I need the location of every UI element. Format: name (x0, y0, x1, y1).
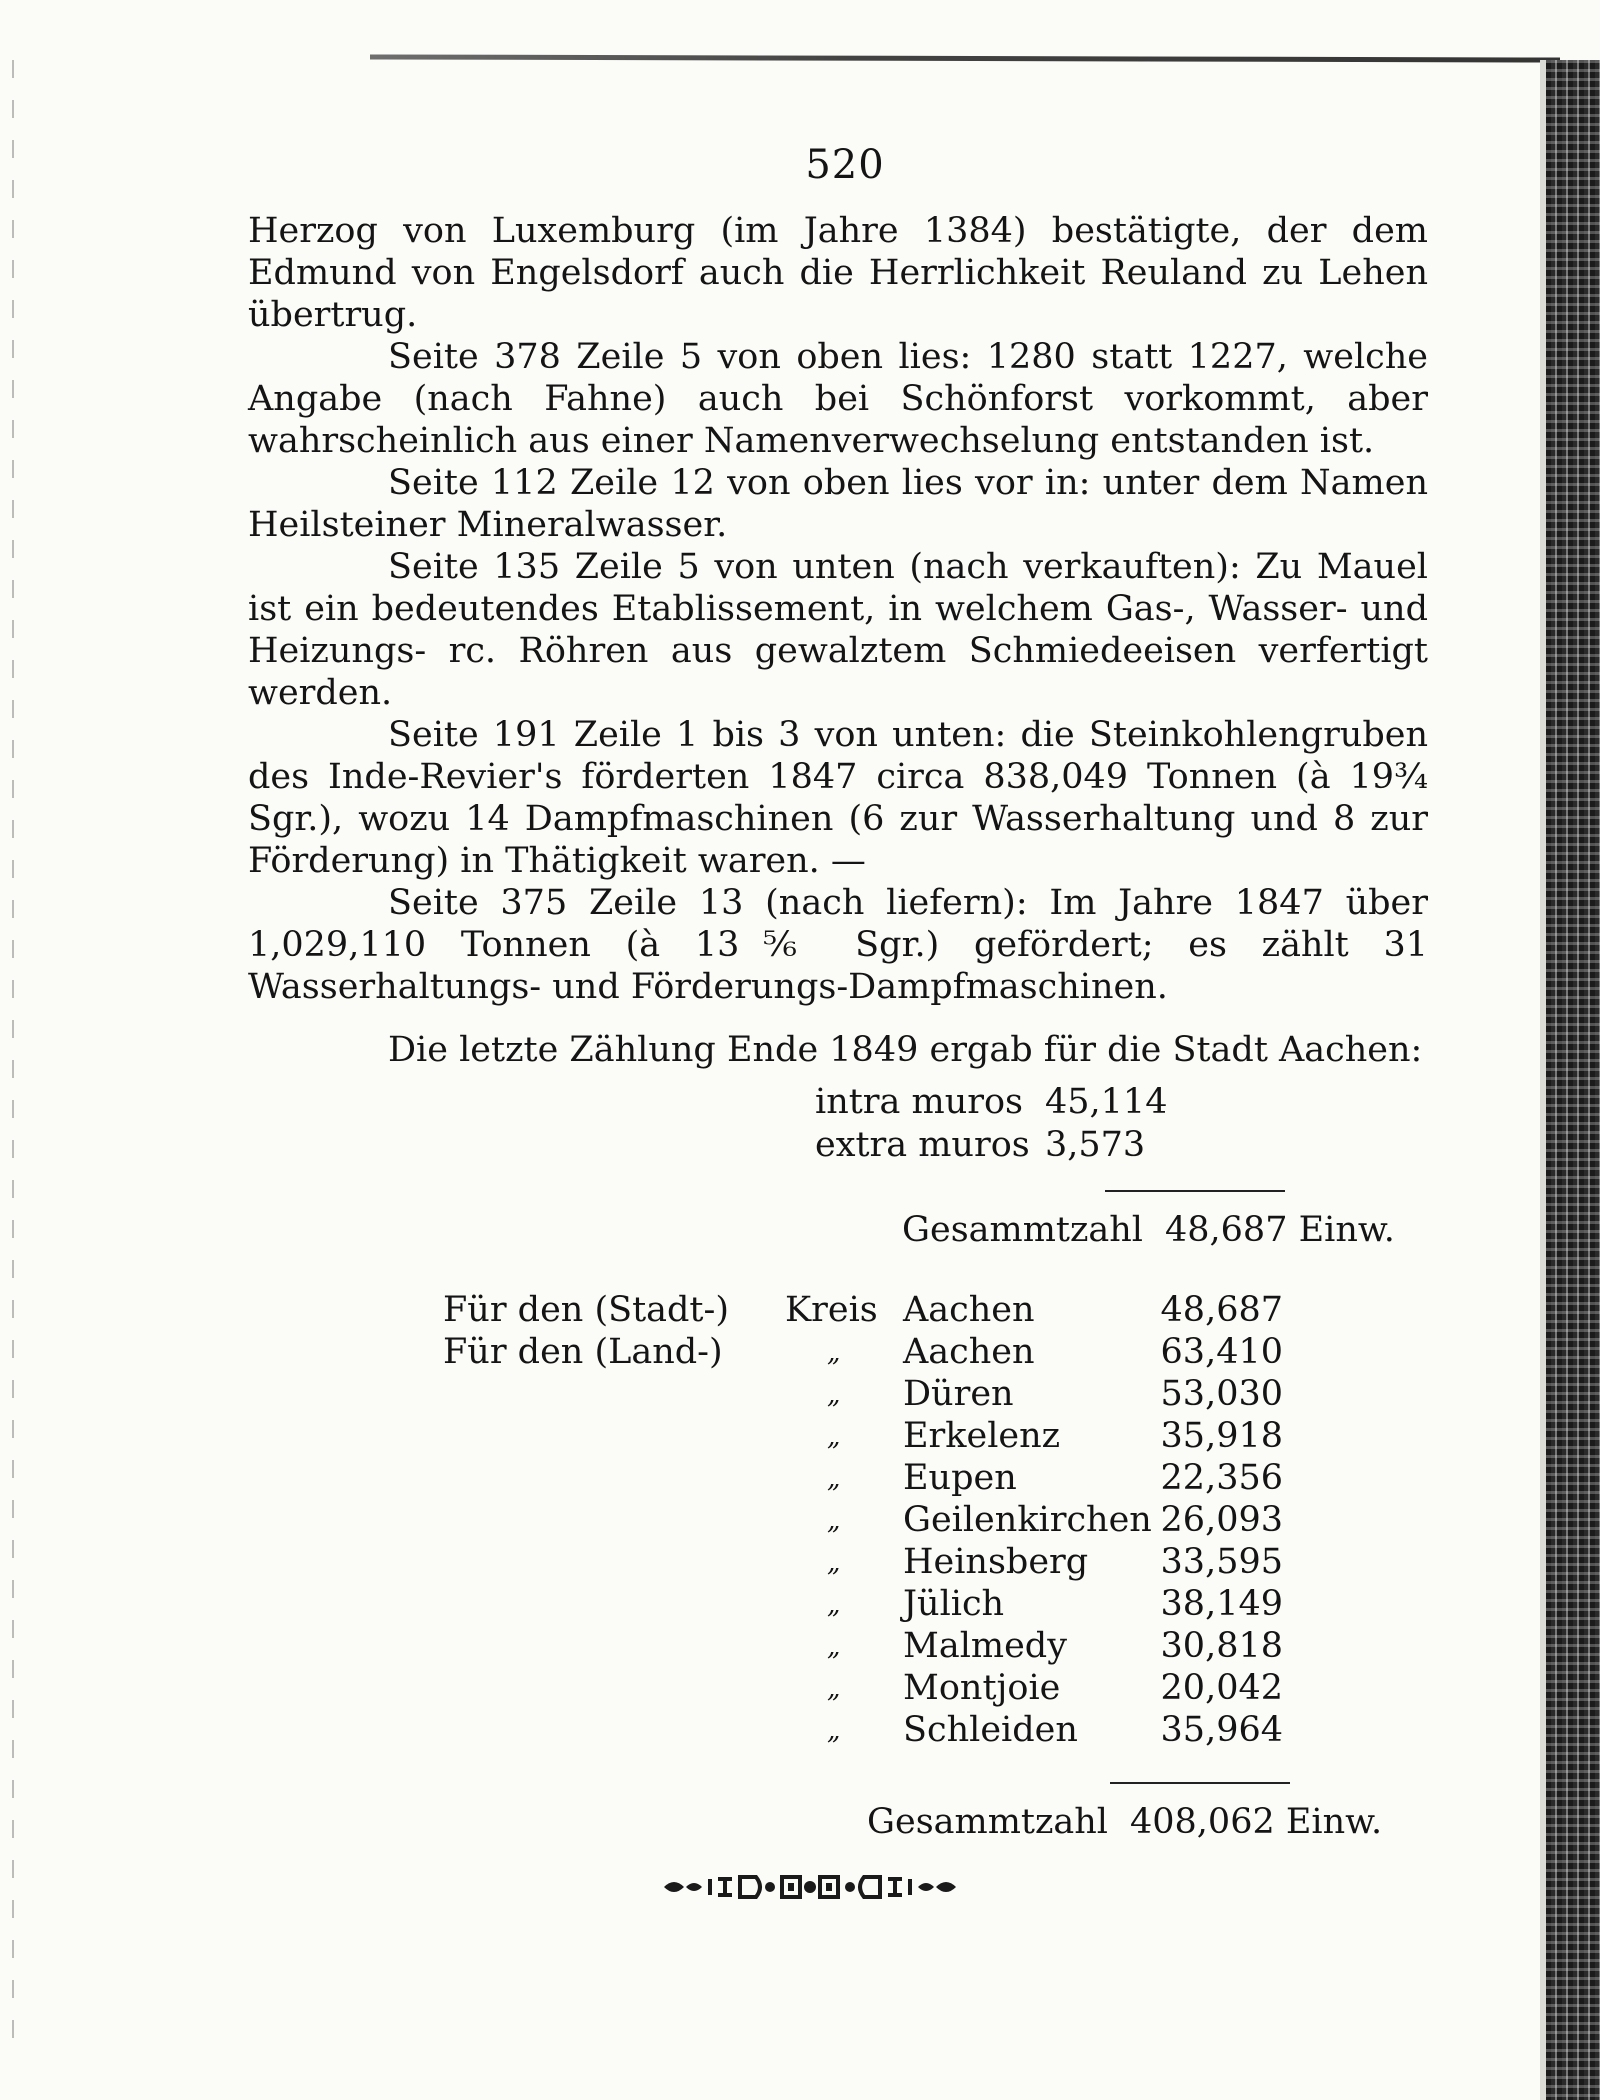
paragraph-4: Seite 135 Zeile 5 von unten (nach verkauften): Zu Mauel ist ein bedeutendes Etablissement, in welchem Gas-, Wasser- und Heizungs- rc. Röhren aus gewalztem Schmiedeeisen verfertigt werden. (248, 547, 1428, 713)
row-district: Aachen (903, 1290, 1035, 1330)
row-label: extra muros (815, 1125, 1030, 1165)
page-number: 520 (805, 142, 885, 188)
ditto-mark: „ (827, 1506, 841, 1536)
ditto-mark: „ (827, 1422, 841, 1452)
row-district: Geilenkirchen (903, 1500, 1152, 1540)
row-district: Jülich (903, 1584, 1005, 1624)
total-label: Gesammtzahl (867, 1802, 1108, 1842)
paragraph-3: Seite 112 Zeile 12 von oben lies vor in: unter dem Namen Heilsteiner Mineralwasser. (248, 463, 1428, 545)
row-district: Malmedy (903, 1626, 1067, 1666)
ditto-mark: „ (827, 1338, 841, 1368)
book-binding (1540, 60, 1600, 2100)
paragraph-5: Seite 191 Zeile 1 bis 3 von unten: die Steinkohlengruben des Inde-Revier's förderten 1847 circa 838,049 Tonnen (à 19¾ Sgr.), wozu 14 Dampfmaschinen (6 zur Wasserhaltung und 8 zur Förderung) in Thätigkeit waren. — (248, 715, 1428, 881)
ditto-mark: „ (827, 1632, 841, 1662)
row-value: 3,573 (1045, 1125, 1146, 1165)
total-label: Gesammtzahl (902, 1210, 1143, 1250)
row-value: 35,918 (1160, 1416, 1283, 1456)
top-rule (370, 54, 1560, 62)
row-district: Heinsberg (903, 1542, 1089, 1582)
paragraph-1: Herzog von Luxemburg (im Jahre 1384) bestätigte, der dem Edmund von Engelsdorf auch die Herrlichkeit Reuland zu Lehen übertrug. (248, 211, 1428, 335)
paragraph-6: Seite 375 Zeile 13 (nach liefern): Im Jahre 1847 über 1,029,110 Tonnen (à 13⅚ Sgr.) gefördert; es zählt 31 Wasserhaltungs- und Förderungs-Dampfmaschinen. (248, 883, 1428, 1007)
row-value: 38,149 (1160, 1584, 1283, 1624)
row-district: Eupen (903, 1458, 1017, 1498)
ditto-mark: „ (827, 1548, 841, 1578)
decorative-end-ornament-icon (660, 1872, 960, 1902)
row-district: Aachen (903, 1332, 1035, 1372)
paragraph-2: Seite 378 Zeile 5 von oben lies: 1280 statt 1227, welche Angabe (nach Fahne) auch bei Schönforst vorkommt, aber wahrscheinlich aus einer Namenverwechselung entstanden ist. (248, 337, 1428, 461)
row-district: Düren (903, 1374, 1014, 1414)
binding-inner-edge (1540, 60, 1546, 2100)
left-page-edge (12, 60, 14, 2060)
city-total-row (902, 1210, 1395, 1250)
row-prefix: Für den (Stadt-) (443, 1290, 729, 1330)
row-value: 33,595 (1160, 1542, 1283, 1582)
row-value: 48,687 (1160, 1290, 1283, 1330)
row-value: 26,093 (1160, 1500, 1283, 1540)
row-district: Erkelenz (903, 1416, 1061, 1456)
row-district: Schleiden (903, 1710, 1078, 1750)
total-unit: Einw. (1298, 1210, 1395, 1250)
sum-rule (1110, 1782, 1290, 1784)
row-value: 30,818 (1160, 1626, 1283, 1666)
row-district: Montjoie (903, 1668, 1061, 1708)
row-value: 22,356 (1160, 1458, 1283, 1498)
ditto-mark: „ (827, 1380, 841, 1410)
row-value: 20,042 (1160, 1668, 1283, 1708)
district-total-row (867, 1802, 1383, 1842)
row-kreis: Kreis (785, 1290, 878, 1330)
sum-rule (1105, 1190, 1285, 1192)
row-value: 45,114 (1045, 1082, 1168, 1122)
ditto-mark: „ (827, 1674, 841, 1704)
row-label: intra muros (815, 1082, 1024, 1122)
ditto-mark: „ (827, 1464, 841, 1494)
total-value: 48,687 (1165, 1210, 1288, 1250)
row-value: 35,964 (1160, 1710, 1283, 1750)
total-unit: Einw. (1285, 1802, 1383, 1842)
row-value: 53,030 (1160, 1374, 1283, 1414)
row-prefix: Für den (Land-) (443, 1332, 723, 1372)
ditto-mark: „ (827, 1590, 841, 1620)
row-value: 63,410 (1160, 1332, 1283, 1372)
errata-text (248, 210, 1428, 1008)
census-intro: Die letzte Zählung Ende 1849 ergab für die Stadt Aachen: (388, 1030, 1423, 1070)
ditto-mark: „ (827, 1716, 841, 1746)
total-value: 408,062 (1130, 1802, 1275, 1842)
